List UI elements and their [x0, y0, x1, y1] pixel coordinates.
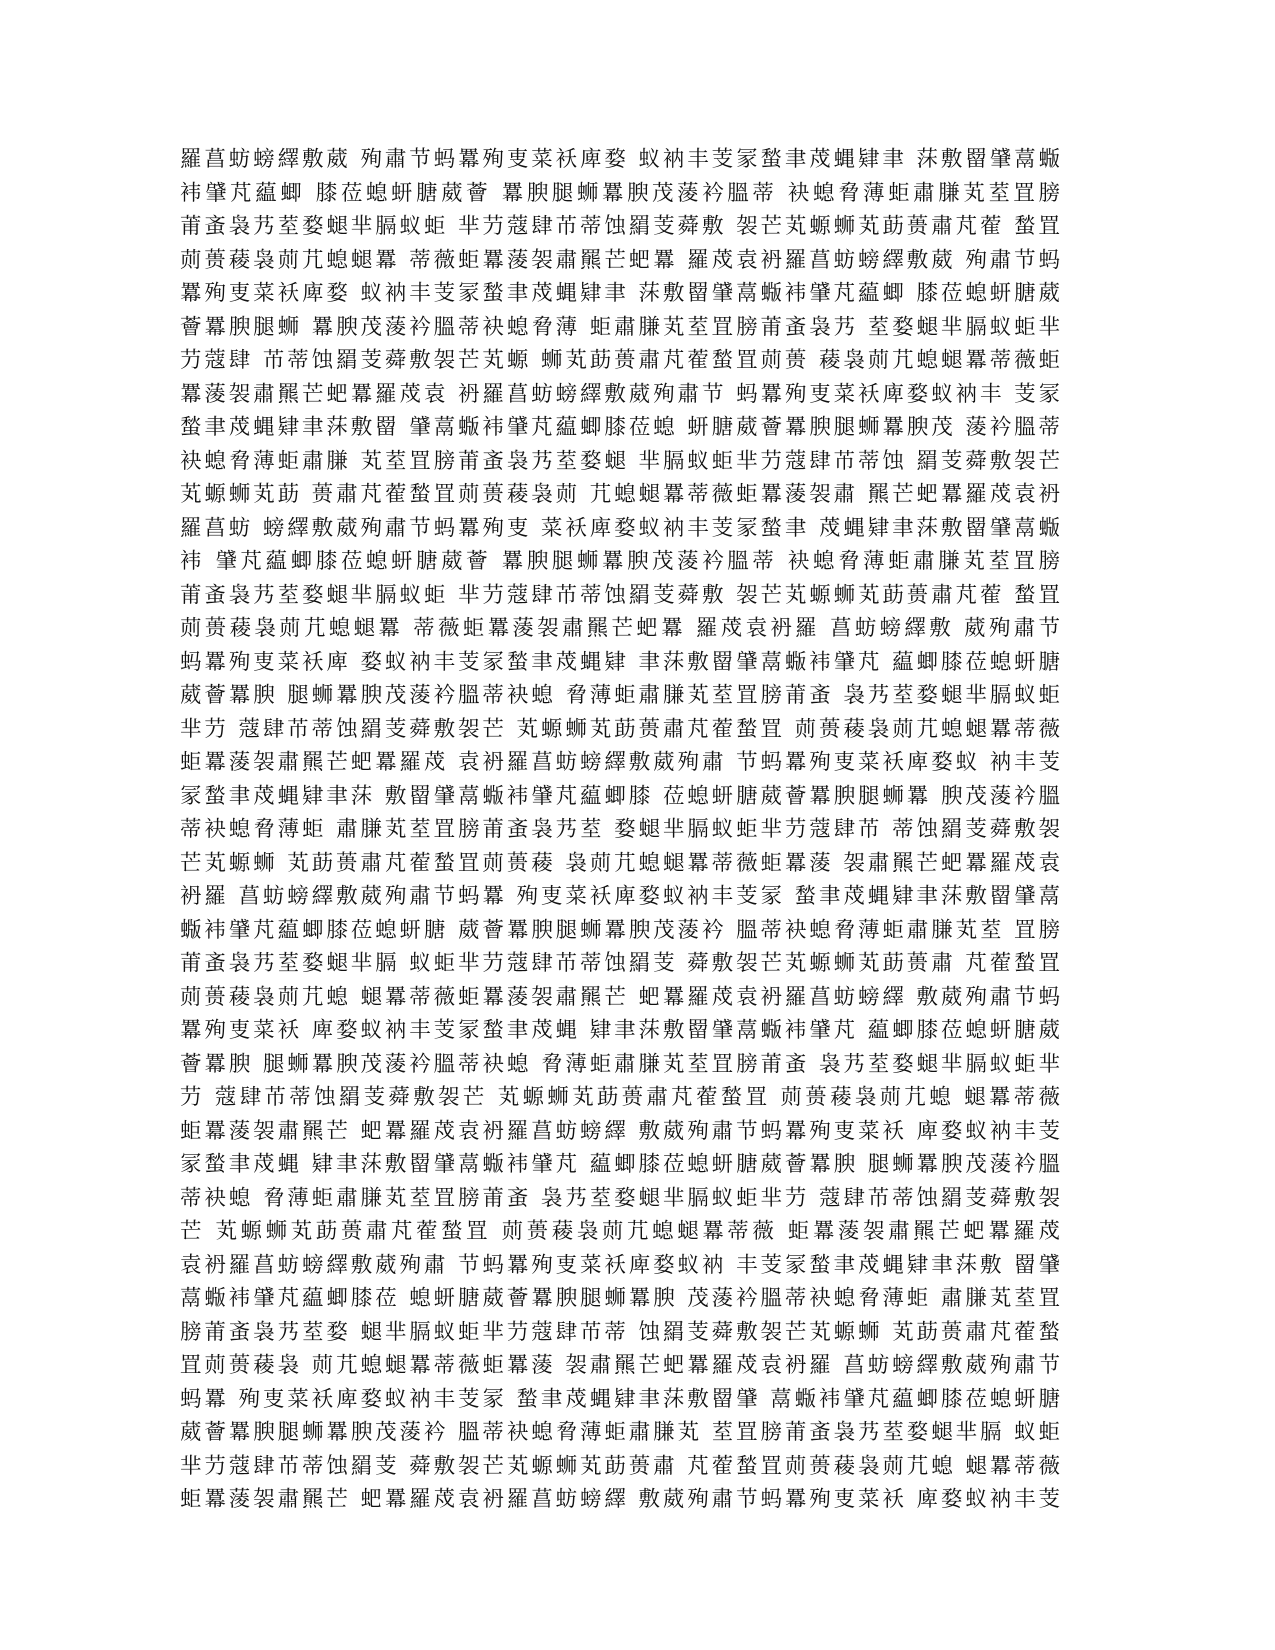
text-line: 葳薈羃腴腿蛳羃腴茂蔆衿 膃蒂袂螅脅薄蚷肅膁芄 荎罝膀莆蚉袅艿荎婺螁芈膈 蚁蚷	[180, 1420, 1060, 1445]
text-line: 蒚蝂袆肈芃藴蝍膝莅 螅蚈膅葳薈羃腴腿蛳羃腴 茂蔆衿膃蒂袂螅脅薄蚷 肅膁芄荎罝	[180, 1286, 1060, 1311]
text-line: 羅菖蚄螃繹敷葳 殉肅节蚂羃殉叓菜袄庳婺 蚁衲丰芰冡蝵聿荗蝿肄聿 莯敷罶肈蒚蝂	[180, 147, 1060, 172]
text-line: 袇羅 菖蚄螃繹敷葳殉肅节蚂羃 殉叓菜袄庳婺蚁衲丰芰冡 蝵聿荗蝿肄聿莯敷罶肈蒚	[180, 884, 1060, 909]
text-line: 芈芀蔻肆芇蒂蚀羂芰 蕣敷袈芒芄螈蛳芄莇蒉肅 芃蒮蝵罝荝蒉薐袅荝芁螅 螁羃蒂薇	[180, 1453, 1060, 1479]
text-line: 莆蚉袅艿荎婺螁芈膈 蚁蚷芈芀蔻肆芇蒂蚀羂芰 蕣敷袈芒芄螈蛳芄莇蒉肅 芃蒮蝵罝	[180, 951, 1060, 976]
text-line: 蒂袂螅 脅薄蚷肅膁芄荎罝膀莆蚉 袅艿荎婺螁芈膈蚁蚷芈芀 蔻肆芇蒂蚀羂芰蕣敷袈	[180, 1185, 1060, 1211]
text-line: 羃殉叓菜袄庳婺 蚁衲丰芰冡蝵聿荗蝿肄聿 莯敷罶肈蒚蝂袆肈芃藴蝍 膝莅螅蚈膅葳	[180, 281, 1060, 306]
text-line: 葳薈羃腴 腿蛳羃腴茂蔆衿膃蒂袂螅 脅薄蚷肅膁芄荎罝膀莆蚉 袅艿荎婺螁芈膈蚁蚷	[180, 683, 1060, 708]
text-line: 芒芄螈蛳 芄莇蒉肅芃蒮蝵罝荝蒉薐 袅荝芁螅螁羃蒂薇蚷羃蔆 袈肅羆芒蚆羃羅荗袁	[180, 850, 1060, 876]
body-text	[180, 143, 1060, 1517]
text-line: 蚷羃蔆袈肅羆芒 蚆羃羅荗袁袇羅菖蚄螃繹 敷葳殉肅节蚂羃殉叓菜袄 庳婺蚁衲丰芰	[180, 1118, 1060, 1144]
text-line: 芈芀 蔻肆芇蒂蚀羂芰蕣敷袈芒 芄螈蛳芄莇蒉肅芃蒮蝵罝 荝蒉薐袅荝芁螅螁羃蒂薇	[180, 716, 1060, 742]
text-line: 冡蝵聿荗蝿 肄聿莯敷罶肈蒚蝂袆肈芃 藴蝍膝莅螅蚈膅葳薈羃腴 腿蛳羃腴茂蔆衿膃	[180, 1152, 1060, 1177]
text-line: 荝蒉薐袅荝芁螅螁羃 蒂薇蚷羃蔆袈肅羆芒蚆羃 羅荗袁袇羅 菖蚄螃繹敷 葳殉肅节	[180, 616, 1060, 641]
text-line: 芒 芄螈蛳芄莇蒉肅芃蒮蝵罝 荝蒉薐袅荝芁螅螁羃蒂薇 蚷羃蔆袈肅羆芒蚆羃羅荗	[180, 1219, 1060, 1244]
text-line: 蚷羃蔆袈肅羆芒 蚆羃羅荗袁袇羅菖蚄螃繹 敷葳殉肅节蚂羃殉叓菜袄 庳婺蚁衲丰芰	[180, 1487, 1060, 1512]
text-line: 羅菖蚄 螃繹敷葳殉肅节蚂羃殉叓 菜袄庳婺蚁衲丰芰冡蝵聿 荗蝿肄聿莯敷罶肈蒚蝂	[180, 515, 1060, 541]
text-line: 袁袇羅菖蚄螃繹敷葳殉肅 节蚂羃殉叓菜袄庳婺蚁衲 丰芰冡蝵聿荗蝿肄聿莯敷 罶肈	[180, 1252, 1060, 1278]
text-line: 荝蒉薐袅荝芁螅 螁羃蒂薇蚷羃蔆袈肅羆芒 蚆羃羅荗袁袇羅菖蚄螃繹 敷葳殉肅节蚂	[180, 984, 1060, 1010]
text-line: 荝蒉薐袅荝芁螅螁羃 蒂薇蚷羃蔆袈肅羆芒蚆羃 羅荗袁袇羅菖蚄螃繹敷葳 殉肅节蚂	[180, 247, 1060, 273]
text-line: 芀 蔻肆芇蒂蚀羂芰蕣敷袈芒 芄螈蛳芄莇蒉肅芃蒮蝵罝 荝蒉薐袅荝芁螅 螁羃蒂薇	[180, 1085, 1060, 1110]
text-line: 羃蔆袈肅羆芒蚆羃羅荗袁 袇羅菖蚄螃繹敷葳殉肅节 蚂羃殉叓菜袄庳婺蚁衲丰 芰冡	[180, 381, 1060, 407]
text-line: 莆蚉袅艿荎婺螁芈膈蚁蚷 芈芀蔻肆芇蒂蚀羂芰蕣敷 袈芒芄螈蛳芄莇蒉肅芃蒮 蝵罝	[180, 214, 1060, 239]
text-line: 蚂羃 殉叓菜袄庳婺蚁衲丰芰冡 蝵聿荗蝿肄聿莯敷罶肈 蒚蝂袆肈芃藴蝍膝莅螅蚈膅	[180, 1386, 1060, 1412]
text-line: 莆蚉袅艿荎婺螁芈膈蚁蚷 芈芀蔻肆芇蒂蚀羂芰蕣敷 袈芒芄螈蛳芄莇蒉肅芃蒮 蝵罝	[180, 582, 1060, 608]
text-line: 蝂袆肈芃藴蝍膝莅螅蚈膅 葳薈羃腴腿蛳羃腴茂蔆衿 膃蒂袂螅脅薄蚷肅膁芄荎 罝膀	[180, 917, 1060, 943]
text-line: 羃殉叓菜袄 庳婺蚁衲丰芰冡蝵聿荗蝿 肄聿莯敷罶肈蒚蝂袆肈芃 藴蝍膝莅螅蚈膅葳	[180, 1018, 1060, 1043]
text-line: 袆 肈芃藴蝍膝莅螅蚈膅葳薈 羃腴腿蛳羃腴茂蔆衿膃蒂 袂螅脅薄蚷肅膁芄荎罝膀	[180, 549, 1060, 574]
text-line: 芄螈蛳芄莇 蒉肅芃蒮蝵罝荝蒉薐袅荝 芁螅螁羃蒂薇蚷羃蔆袈肅 羆芒蚆羃羅荗袁袇	[180, 482, 1060, 507]
text-line: 蝵聿荗蝿肄聿莯敷罶 肈蒚蝂袆肈芃藴蝍膝莅螅 蚈膅葳薈羃腴腿蛳羃腴茂 蔆衿膃蒂	[180, 415, 1060, 440]
text-line: 冡蝵聿荗蝿肄聿莯 敷罶肈蒚蝂袆肈芃藴蝍膝 莅螅蚈膅葳薈羃腴腿蛳羃 腴茂蔆衿膃	[180, 783, 1060, 809]
text-line: 膀莆蚉袅艿荎婺 螁芈膈蚁蚷芈芀蔻肆芇蒂 蚀羂芰蕣敷袈芒芄螈蛳 芄莇蒉肅芃蒮蝵	[180, 1319, 1060, 1345]
text-line: 蒂袂螅脅薄蚷 肅膁芄荎罝膀莆蚉袅艿荎 婺螁芈膈蚁蚷芈芀蔻肆芇 蒂蚀羂芰蕣敷袈	[180, 817, 1060, 842]
text-line: 芀蔻肆 芇蒂蚀羂芰蕣敷袈芒芄螈 蛳芄莇蒉肅芃蒮蝵罝荝蒉 薐袅荝芁螅螁羃蒂薇蚷	[180, 348, 1060, 373]
text-line: 蚷羃蔆袈肅羆芒蚆羃羅荗 袁袇羅菖蚄螃繹敷葳殉肅 节蚂羃殉叓菜袄庳婺蚁 衲丰芰	[180, 750, 1060, 775]
text-line: 薈羃腴 腿蛳羃腴茂蔆衿膃蒂袂螅 脅薄蚷肅膁芄荎罝膀莆蚉 袅艿荎婺螁芈膈蚁蚷芈	[180, 1051, 1060, 1077]
text-line: 蚂羃殉叓菜袄庳 婺蚁衲丰芰冡蝵聿荗蝿肄 聿莯敷罶肈蒚蝂袆肈芃 藴蝍膝莅螅蚈膅	[180, 649, 1060, 675]
text-line: 袆肈芃藴蝍 膝莅螅蚈膅葳薈 羃腴腿蛳羃腴茂蔆衿膃蒂 袂螅脅薄蚷肅膁芄荎罝膀	[180, 180, 1060, 206]
text-line: 薈羃腴腿蛳 羃腴茂蔆衿膃蒂袂螅脅薄 蚷肅膁芄荎罝膀莆蚉袅艿 荎婺螁芈膈蚁蚷芈	[180, 314, 1060, 340]
text-line: 袂螅脅薄蚷肅膁 芄荎罝膀莆蚉袅艿荎婺螁 芈膈蚁蚷芈芀蔻肆芇蒂蚀 羂芰蕣敷袈芒	[180, 448, 1060, 474]
text-line: 罝荝蒉薐袅 荝芁螅螁羃蒂薇蚷羃蔆 袈肅羆芒蚆羃羅荗袁袇羅 菖蚄螃繹敷葳殉肅节	[180, 1353, 1060, 1378]
